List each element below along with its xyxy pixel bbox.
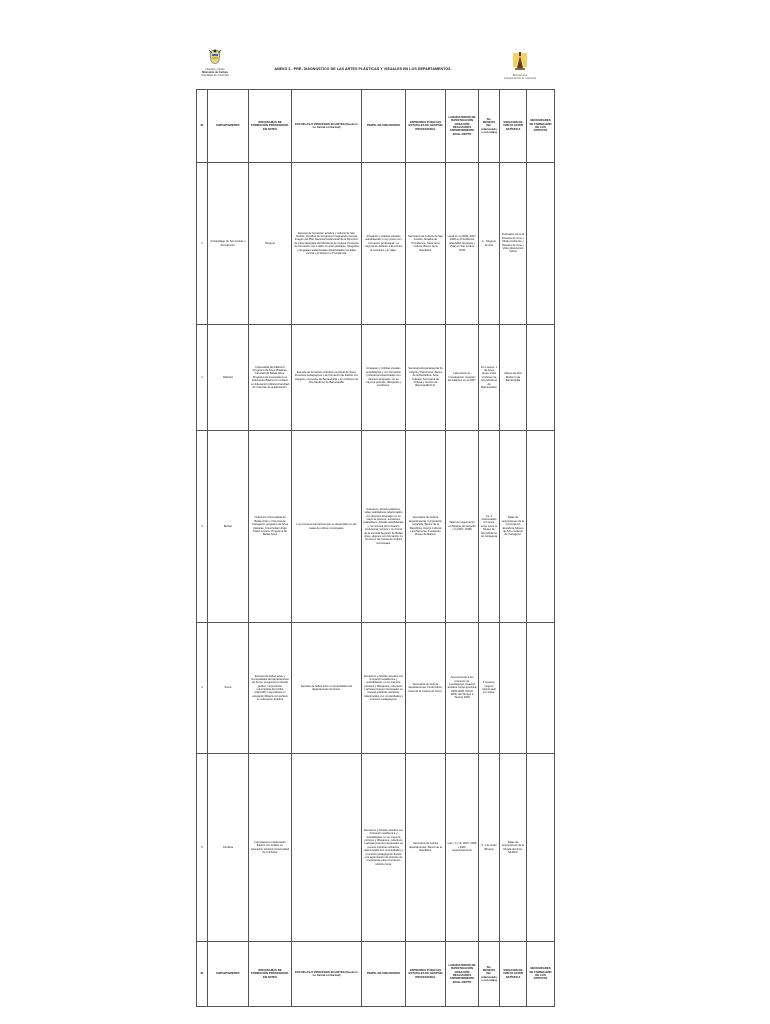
cell-id: 5 [197,754,208,942]
bicentenario-logo [505,50,535,80]
cell-perfil: Artesanos y Artistas visuales con formación académica y autodidactas, en su mayoría pintores y dibujantes, colectivos y artistas jóvenes interesados en nuevas prácticas artísticas, relacionados con comunidades y procesos pedagógicos. [362,623,406,754]
cell-laboratorios: Laboratorio de Investigación Creación del Atlántico en el 2007. [446,325,479,431]
column-header: LABORATORIOS DE INVESTIGACIÓN CREACIÓN REALIZADOS ANTERIORMENTE EN EL DEPTO [446,942,479,1007]
cell-necesidades [527,431,555,623]
table-row [197,163,555,325]
cell-laboratorios: Taller de seguimiento en Mojana, El sangolfo y II (2007, 2008) [446,431,479,623]
cell-programas: Escuela de bellas artes y humanidades del departamento de Sucre: programa en diseño gráfico; Corporación universitaria del caribe (CECAR): Licenciatura en educación Básica con énfasis en educación artística [249,623,292,754]
cell-espacios: Salas de exposiciones de la Corporación Española, Museo de Arte moderno de Cartagena. [500,431,527,623]
cell-id: 3 [197,431,208,623]
cell-departamento: Atlántico [208,325,249,431]
cell-espacios [500,623,527,754]
cell-entidades: Secretaría de cultura departamental, Banco de la República. [406,754,446,942]
cell-laboratorios: Lial I, II y III, 2007, 2008 y 2009, respectivamente [446,754,479,942]
table-header-row [197,90,555,163]
cell-espacios: Festivales como la Muestra de Cine y Medio Ambiente y Muestra de Cine y Video (Estuvimos todos) [500,163,527,325]
column-header: ENTIDADES PÚBLICAS ESTATALES DE GESTIÓN PROFESIONAL [406,942,446,1007]
cell-departamento: Córdoba [208,754,249,942]
page-title: ANEXO 3 - PRE- DIAGNOSTICO DE LAS ARTES PLÁSTICAS Y VISUALES EN LOS DEPARTAMENTOS. [274,67,452,71]
column-header: LABORATORIOS DE INVESTIGACIÓN CREACIÓN REALIZADOS ANTERIORMENTE EN EL DEPTO [446,90,479,163]
logo-line-1: Bicentenario [512,74,528,77]
cell-espacios: Salas de exposiciones de la Ronda del Sinú, MUZAC [500,754,527,942]
cell-id: 2 [197,325,208,431]
column-header: ID [197,942,208,1007]
cell-museos: 13, 4 relacionados con artes, entre estos el Museo de Arte Moderno de Cartagena [479,431,500,623]
column-header: ESCUELAS O PROCESOS EN ARTES (Desde lo no formal e informal) [292,90,362,163]
column-header: ESCUELAS O PROCESOS EN ARTES (Desde lo no formal e informal) [292,942,362,1007]
cell-escuelas: Escuela de bellas artes y humanidades del departamento de Sucre. [292,623,362,754]
column-header: No. MUSEOS (No. relacionados con artes) [479,942,500,1007]
cell-entidades: Secretaría de Cultura de San Andrés, Alcaldía de Providencia, Casa de la Cultura, Banco de la República. [406,163,446,325]
cell-programas: Institución Universitaria de Bellas Artes y Ciencias de Cartagena: programa de Artes plásticas; Universidad Jorge Tadeo Lozano: Programa de Bellas Artes [249,431,292,623]
cell-escuelas: Escuela de formación artística y cultural de San Andrés, Vocalina del programa Imaginando nuestra Imagen del Plan Nacional Audiovisual de la Dirección de Cinematografía del Ministerio de Cultura, Procesos de formación como taller en artes plásticas, fotografía y lenguajes audiovisuales desarrollados por Elisa Lizardi y el Museo en Providencia. [292,163,362,325]
column-header: ENTIDADES PÚBLICAS ESTATALES DE GESTIÓN PROFESIONAL [406,90,446,163]
cell-necesidades [527,325,555,431]
bicentenario-icon [511,50,529,74]
cell-perfil: Artesanos y Artistas visuales autodidactas y muy pocos con formación profesional. La mayoría se dedican a la pintura, la escultura y el video. [362,163,406,325]
cell-departamento: Archipiélago de San Andrés y Providencia. [208,163,249,325]
logo-line-3: República de Colombia [201,74,229,77]
column-header: ESPACIOS DE CIRCULACIÓN ARTÍSTICA [500,942,527,1007]
logo-line-2: Independencia de Colombia [503,77,537,80]
cell-espacios: Museo de Arte Moderno de Barranquilla [500,325,527,431]
cell-entidades: Secretaría de Cultura departamental, Corporación española, Banco de la República, Centro Cultural Las Palmeras, Fundación Museo de Bolívar. [406,431,446,623]
column-header: PERFIL DE CREADORES [362,942,406,1007]
cell-escuelas [292,754,362,942]
diagnostic-table [196,89,555,1007]
cell-laboratorios: Lasal en mi 2006, 2007, 2009 en Providencia (identidad, Ecología y Vida) en San Andrés 2009 [446,163,479,325]
cell-id: 1 [197,163,208,325]
column-header: DEPARTAMENTO [208,90,249,163]
cell-museos: 5, 1 de Artes (Museo) [479,754,500,942]
table-row [197,325,555,431]
coat-of-arms-icon [207,48,223,68]
table-row [197,623,555,754]
repeated-header-row [197,942,555,1007]
column-header: PROGRAMAS DE FORMACIÓN PROFESIONAL EN ARTES [249,942,292,1007]
cell-necesidades [527,163,555,325]
cell-perfil: Artesanos, Artistas plásticos, video realizadores relacionados con diversos lenguajes en su mayoría pintores, escultores, grabadores. Artistas autodidactas y con técnica de formación profesional, técnica y no formal de la escuela Superior de Bellas Artes, algunos con formación no formal en las Casas de Cultura municipales. [362,431,406,623]
cell-museos: 2 - Ninguno de Arte [479,163,500,325]
column-header: ID [197,90,208,163]
column-header: DEPARTAMENTO [208,942,249,1007]
column-header: NECESIDADES DE FORMACIÓN DE LOS ARTISTAS [527,942,555,1007]
page-header [0,0,770,90]
cell-museos: 10 museos, 1 de Artes (entre todos el Museo de Arte Moderno de Barranquilla) [479,325,500,431]
cell-programas: Licenciatura en Educación Básica con énfasis en educación artística (Universidad de Córdoba) [249,754,292,942]
cell-departamento: Sucre [208,623,249,754]
cell-perfil: Artesanos y Artistas visuales con formación académica y autodidactas, en su mayoría pintores y dibujantes, colectivos o artistas jóvenes interesados en nuevas prácticas artísticas, relacionados con comunidades y procesos pedagógicos. Existe una agremiación de pintores de importancia para el contexto artístico local. [362,754,406,942]
cell-escuelas: Escuela de formación artística municipal de Sinaí, Procesos pedagógicos y de formación de Distrito con colegios y escuelas de Barranquilla y en el Museo de Arte Moderno de Barranquilla. [292,325,362,431]
cell-museos: 2 museos, ninguno relacionado con Artes. [479,623,500,754]
column-header: ESPACIOS DE CIRCULACIÓN ARTÍSTICA [500,90,527,163]
cell-programas: Ninguno [249,163,292,325]
cell-entidades: Secretaría de Cultura departamental, Fondo Mixto, Casa de la Cultura de Sucre. [406,623,446,754]
logo-line-2: Ministerio de Cultura [202,71,228,74]
column-header: No. MUSEOS (No. relacionados con artes) [479,90,500,163]
cell-necesidades [527,623,555,754]
cell-entidades: Secretaría Departamental de Cultura y Patrimonio, Banco de la República- Área Cultural, Secretaría de Cultura y turismo de Barranquilla D.E. [406,325,446,431]
table-row [197,754,555,942]
column-header: NECESIDADES DE FORMACIÓN DE LOS ARTISTAS [527,90,555,163]
cell-escuelas: Los procesos formativos que se desarrollan en las casas de cultura municipales. [292,431,362,623]
cell-programas: Universidad del Atlántico: Programa de Artes Plásticas, Facultad de Bellas Artes, Programa de Licenciatura en Educación Básica con énfasis en Educación Artística Facultad de Ciencias de la Educación. [249,325,292,431]
cell-departamento: Bolívar [208,431,249,623]
column-header: PROGRAMAS DE FORMACIÓN PROFESIONAL EN ARTES [249,90,292,163]
cell-necesidades [527,754,555,942]
cell-perfil: Artesanos y Artistas visuales autodidactas y con formación profesional relacionados con diversos lenguajes, en su mayoría pintores, dibujantes y escultores. [362,325,406,431]
logo-line-1: Libertad y Orden [205,68,225,71]
column-header: PERFIL DE CREADORES [362,90,406,163]
cell-id: 4 [197,623,208,754]
ministry-logo [198,48,232,77]
table-row [197,431,555,623]
cell-laboratorios: Acercamiento a los procesos de investigación creación artística contemporánea 2005-2006, INCHI 2008, del Tiempo a Tiempo 2009 [446,623,479,754]
